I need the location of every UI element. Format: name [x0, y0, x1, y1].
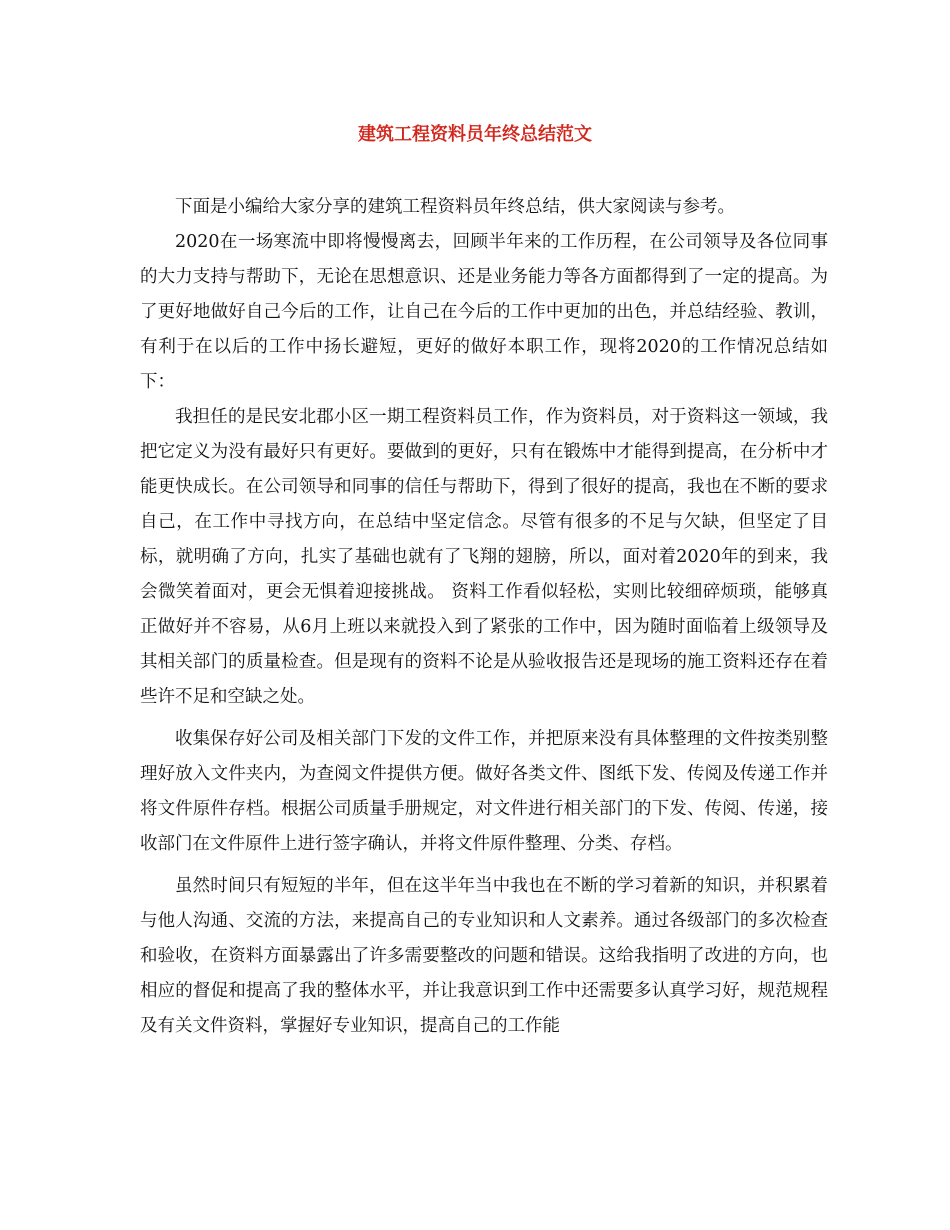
paragraph-learning: 虽然时间只有短短的半年，但在这半年当中我也在不断的学习着新的知识，并积累着与他人沟通、交流的方法，来提高自己的专业知识和人文素养。通过各级部门的多次检查和验收，在资料方面暴露出了许多需要整改的问题和错误。这给我指明了改进的方向，也相应的督促和提高了我的整体水平，并让我意识到工作中还需要多认真学习好，规范规程及有关文件资料，掌握好专业知识，提高自己的工作能	[140, 876, 828, 1036]
paragraph-responsibility: 我担任的是民安北郡小区一期工程资料员工作，作为资料员，对于资料这一领域，我把它定义为没有最好只有更好。要做到的更好，只有在锻炼中才能得到提高，在分析中才能更快成长。在公司领导和同事的信任与帮助下，得到了很好的提高，我也在不断的要求自己，在工作中寻找方向，在总结中坚定信念。尽管有很多的不足与欠缺，但坚定了目标，就明确了方向，扎实了基础也就有了飞翔的翅膀，所以，面对着2020年的到来，我会微笑着面对，更会无惧着迎接挑战。 资料工作看似轻松，实则比较细碎烦琐，能够真正做好并不容易，从6月上班以来就投入到了紧张的工作中，因为随时面临着上级领导及其相关部门的质量检查。但是现有的资料不论是从验收报告还是现场的施工资料还存在着些许不足和空缺之处。	[140, 407, 828, 707]
paragraph-review: 2020在一场寒流中即将慢慢离去，回顾半年来的工作历程，在公司领导及各位同事的大力支持与帮助下，无论在思想意识、还是业务能力等各方面都得到了一定的提高。为了更好地做好自己今后的工作，让自己在今后的工作中更加的出色，并总结经验、教训，有利于在以后的工作中扬长避短，更好的做好本职工作，现将2020的工作情况总结如下：	[140, 232, 828, 392]
document-title: 建筑工程资料员年终总结范文	[358, 124, 592, 145]
document-body	[140, 190, 828, 1044]
paragraph-file-management: 收集保存好公司及相关部门下发的文件工作，并把原来没有具体整理的文件按类别整理好放入文件夹内，为查阅文件提供方便。做好各类文件、图纸下发、传阅及传递工作并将文件原件存档。根据公司质量手册规定，对文件进行相关部门的下发、传阅、传递，接收部门在文件原件上进行签字确认，并将文件原件整理、分类、存档。	[140, 729, 828, 854]
paragraph-intro: 下面是小编给大家分享的建筑工程资料员年终总结，供大家阅读与参考。	[175, 197, 735, 217]
